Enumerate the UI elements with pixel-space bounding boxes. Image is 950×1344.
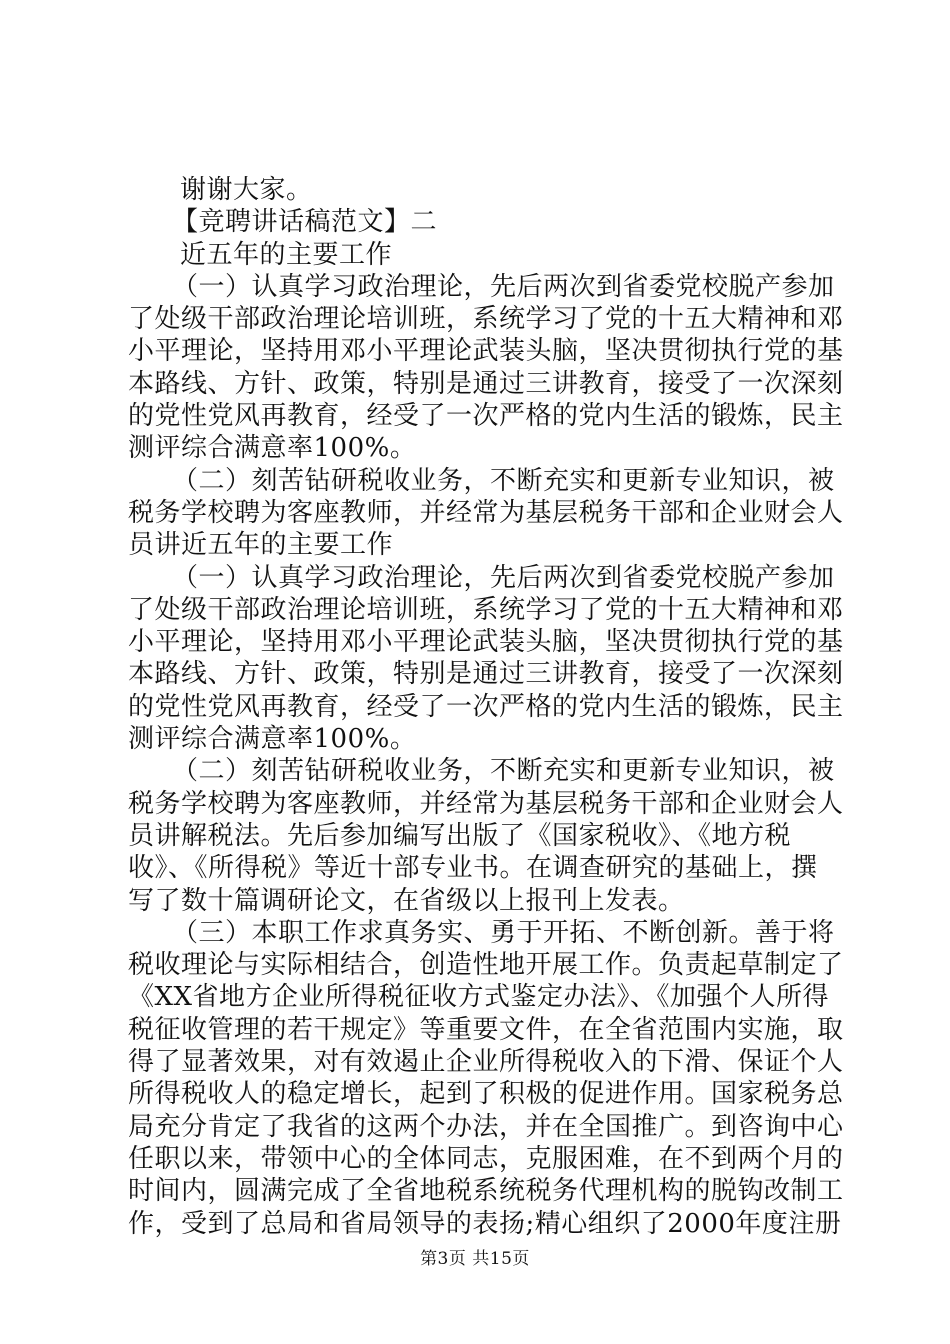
text-line: 税征收管理的若干规定》等重要文件，在全省范围内实施，取 bbox=[128, 1014, 844, 1045]
text-line: （一）认真学习政治理论，先后两次到省委党校脱产参加 bbox=[172, 562, 835, 593]
text-line: 近五年的主要工作 bbox=[180, 239, 393, 270]
text-line: 【竞聘讲话稿范文】二 bbox=[172, 207, 438, 238]
text-line: （三）本职工作求真务实、勇于开拓、不断创新。善于将 bbox=[172, 917, 835, 948]
text-line: 测评综合满意率100%。 bbox=[128, 724, 417, 755]
text-line: 税务学校聘为客座教师，并经常为基层税务干部和企业财会人 bbox=[128, 788, 844, 819]
text-line: 小平理论，坚持用邓小平理论武装头脑，坚决贯彻执行党的基 bbox=[128, 336, 844, 367]
text-line: 所得税收人的稳定增长，起到了积极的促进作用。国家税务总 bbox=[128, 1079, 844, 1110]
text-line: 的党性党风再教育，经受了一次严格的党内生活的锻炼，民主 bbox=[128, 401, 844, 432]
text-line: 小平理论，坚持用邓小平理论武装头脑，坚决贯彻执行党的基 bbox=[128, 627, 844, 658]
text-line: 本路线、方针、政策，特别是通过三讲教育，接受了一次深刻 bbox=[128, 368, 844, 399]
text-line: 时间内，圆满完成了全省地税系统税务代理机构的脱钩改制工 bbox=[128, 1176, 844, 1207]
text-line: 员讲解税法。先后参加编写出版了《国家税收》、《地方税 bbox=[128, 820, 792, 851]
text-line: 得了显著效果，对有效遏止企业所得税收入的下滑、保证个人 bbox=[128, 1047, 844, 1078]
text-line: 任职以来，带领中心的全体同志，克服困难，在不到两个月的 bbox=[128, 1143, 844, 1174]
text-line: （二）刻苦钻研税收业务，不断充实和更新专业知识，被 bbox=[172, 756, 835, 787]
text-line: （一）认真学习政治理论，先后两次到省委党校脱产参加 bbox=[172, 271, 835, 302]
text-line: 局充分肯定了我省的这两个办法，并在全国推广。到咨询中心 bbox=[128, 1111, 844, 1142]
text-line: 的党性党风再教育，经受了一次严格的党内生活的锻炼，民主 bbox=[128, 691, 844, 722]
text-line: 税收理论与实际相结合，创造性地开展工作。负责起草制定了 bbox=[128, 950, 844, 981]
text-line: 谢谢大家。 bbox=[180, 175, 313, 205]
text-line: 作，受到了总局和省局领导的表扬;精心组织了2000年度注册 bbox=[128, 1208, 842, 1239]
text-line: 员讲近五年的主要工作 bbox=[128, 530, 394, 561]
text-line: 税务学校聘为客座教师，并经常为基层税务干部和企业财会人 bbox=[128, 497, 844, 528]
text-line: 了处级干部政治理论培训班，系统学习了党的十五大精神和邓 bbox=[128, 594, 844, 625]
text-line: 本路线、方针、政策，特别是通过三讲教育，接受了一次深刻 bbox=[128, 659, 844, 690]
text-line: 收》、《所得税》等近十部专业书。在调查研究的基础上，撰 bbox=[128, 853, 818, 884]
page-number-footer: 第3页 共15页 bbox=[420, 1249, 530, 1269]
text-line: 写了数十篇调研论文，在省级以上报刊上发表。 bbox=[128, 885, 685, 916]
text-line: 测评综合满意率100%。 bbox=[128, 433, 417, 464]
document-body bbox=[128, 174, 844, 1240]
text-line: 《XX省地方企业所得税征收方式鉴定办法》、《加强个人所得 bbox=[128, 982, 830, 1013]
text-line: 了处级干部政治理论培训班，系统学习了党的十五大精神和邓 bbox=[128, 304, 844, 335]
text-line: （二）刻苦钻研税收业务，不断充实和更新专业知识，被 bbox=[172, 465, 835, 496]
